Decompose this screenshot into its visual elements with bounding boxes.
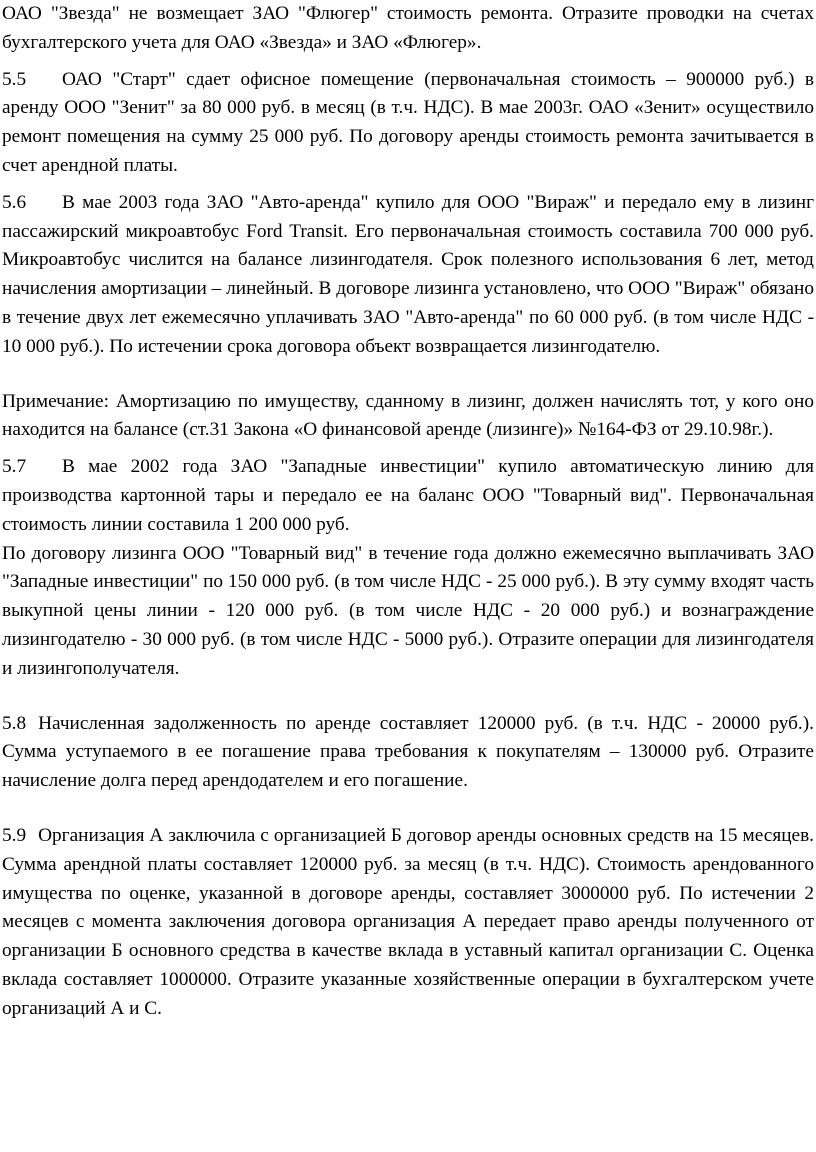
spacer [2,362,814,388]
spacer [2,445,814,453]
task-number: 5.5 [2,68,27,90]
task-text: Организация А заключила с организацией Б договор аренды основных средств на 15 месяцев. Сумма арендной платы составляет 120000 руб. за месяц (в т.ч. НДС). Стоимость арендованного имущества по оценке, указанной в договоре аренды, составляет 3000000 руб. По истечении 2 месяцев с момента заключения договора организация А передает право аренды полученного от организации Б основного средства в качестве вклада в уставный капитал организации С. Оценка вклада составляет 1000000. Отразите указанные хозяйственные операции в бухгалтерском учете организаций А и С. [2,824,814,1019]
task-5-5 [2,66,814,181]
spacer [2,181,814,189]
note-text: Примечание: Амортизацию по имуществу, сданному в лизинг, должен начислять тот, у кого оно находится на балансе (ст.31 Закона «О финансовой аренде (лизинге)» №164-ФЗ от 29.10.98г.). [2,390,814,441]
intro-paragraph [2,0,814,58]
task-5-8 [2,710,814,796]
spacer [2,58,814,66]
task-number: 5.8 [2,712,27,734]
spacer [2,684,814,710]
task-number: 5.6 [2,191,27,213]
intro-text: ОАО "Звезда" не возмещает ЗАО "Флюгер" стоимость ремонта. Отразите проводки на счетах бухгалтерского учета для ОАО «Звезда» и ЗАО «Флюгер». [2,3,814,53]
task-text: В мае 2003 года ЗАО "Авто-аренда" купило для ООО "Вираж" и передало ему в лизинг пассажирский микроавтобус Ford Transit. Его первоначальная стоимость составила 700 000 руб. Микроавтобус числится на балансе лизингодателя. Срок полезного использования 6 лет, метод начисления амортизации – линейный. В договоре лизинга установлено, что ООО "Вираж" обязано в течение двух лет ежемесячно уплачивать ЗАО "Авто-аренда" по 60 000 руб. (в том числе НДС - 10 000 руб.). По истечении срока договора объект возвращается лизингодателю. [2,191,814,357]
task-5-6 [2,189,814,362]
task-number: 5.7 [2,456,27,478]
task-text: По договору лизинга ООО "Товарный вид" в течение года должно ежемесячно выплачивать ЗАО "Западные инвестиции" по 150 000 руб. (в том числе НДС - 25 000 руб.). В эту сумму входят часть выкупной цены линии - 120 000 руб. (в том числе НДС - 20 000 руб.) и вознаграждение лизингодателю - 30 000 руб. (в том числе НДС - 5000 руб.). Отразите операции для лизингодателя и лизингополучателя. [2,542,814,679]
task-5-9 [2,822,814,1024]
task-5-7 [2,453,814,539]
spacer [2,796,814,822]
task-5-7-continuation [2,540,814,684]
task-text: Начисленная задолженность по аренде составляет 120000 руб. (в т.ч. НДС - 20000 руб.). Сумма уступаемого в ее погашение права требования к покупателям – 130000 руб. Отразите начисление долга перед арендодателем и его погашение. [2,712,814,792]
task-number: 5.9 [2,824,27,846]
task-text: В мае 2002 года ЗАО "Западные инвестиции" купило автоматическую линию для производства картонной тары и передало ее на баланс ООО "Товарный вид". Первоначальная стоимость линии составила 1 200 000 руб. [2,456,814,535]
task-text: ОАО "Старт" сдает офисное помещение (первоначальная стоимость – 900000 руб.) в аренду ООО "Зенит" за 80 000 руб. в месяц (в т.ч. НДС). В мае 2003г. ОАО «Зенит» осуществило ремонт помещения на сумму 25 000 руб. По договору аренды стоимость ремонта зачитывается в счет арендной платы. [2,68,814,176]
note-paragraph [2,388,814,446]
